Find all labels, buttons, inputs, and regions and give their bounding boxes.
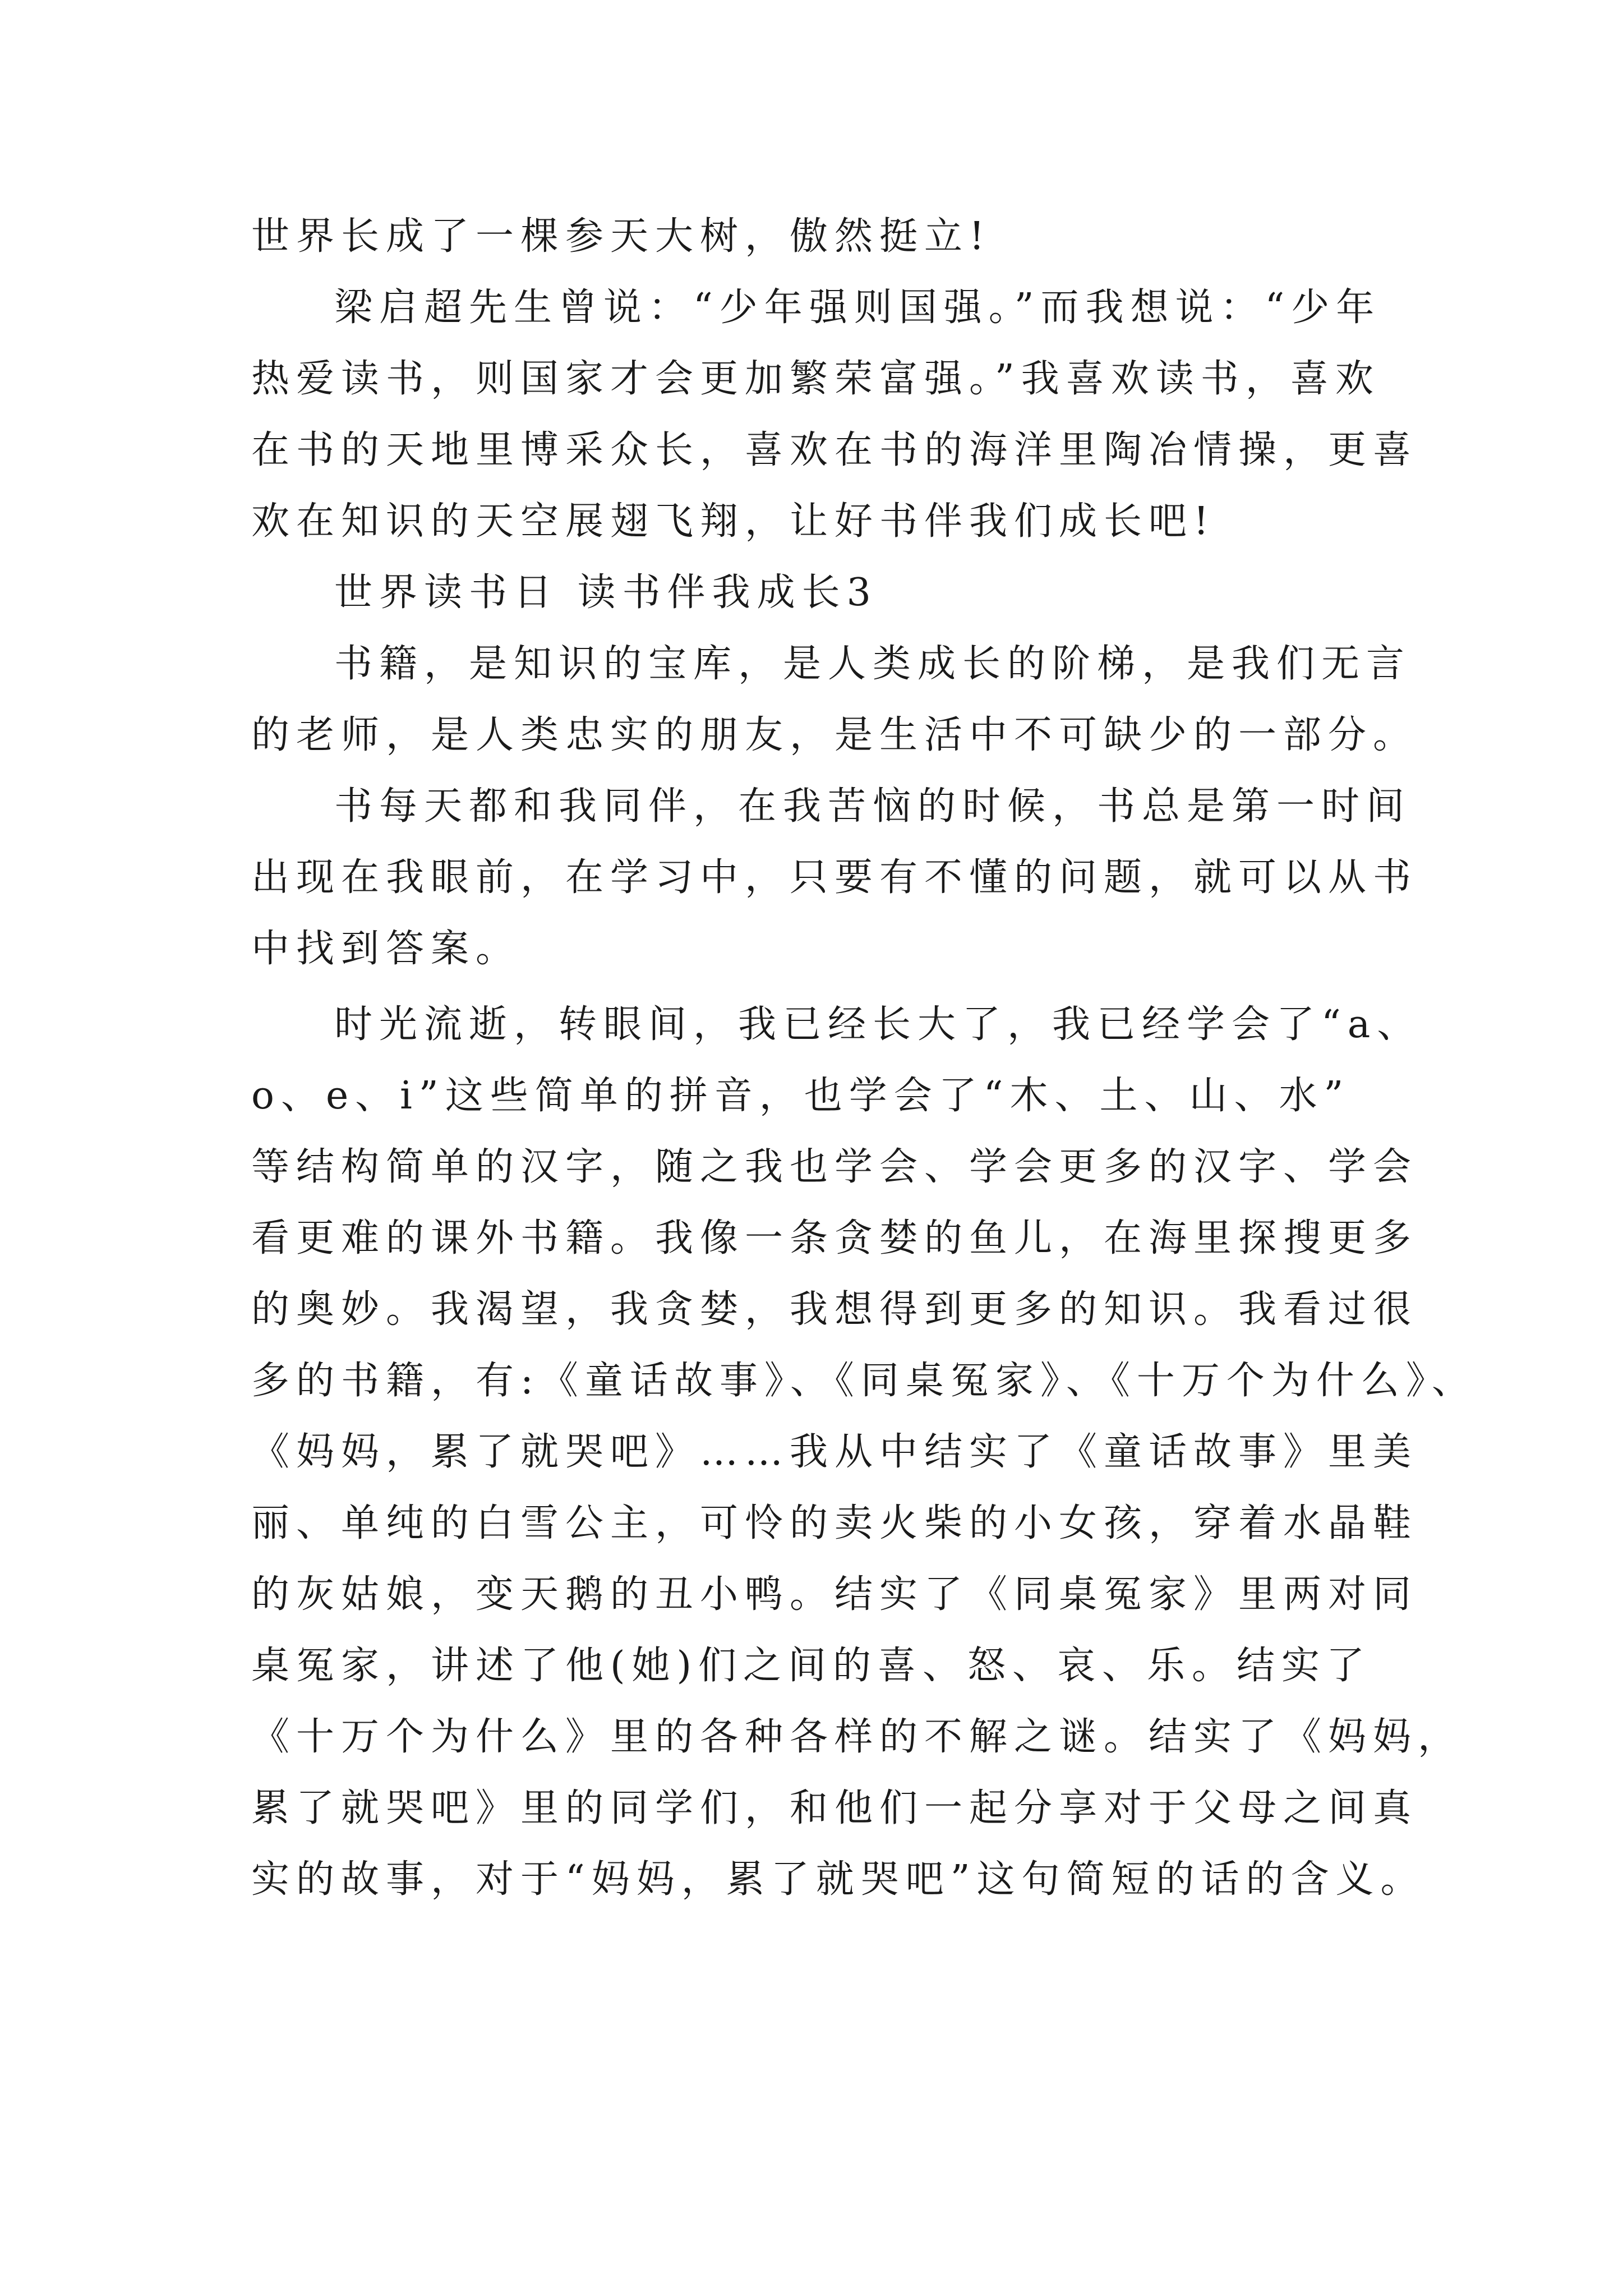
- text-line: 中找到答案。: [251, 927, 521, 971]
- text-line: 的老师，是人类忠实的朋友，是生活中不可缺少的一部分。: [251, 713, 1418, 757]
- text-line: 等结构简单的汉字，随之我也学会、学会更多的汉字、学会: [251, 1145, 1418, 1189]
- text-line: o、e、i”这些简单的拼音，也学会了“木、土、山、水”: [251, 1074, 1350, 1118]
- text-line: 欢在知识的天空展翅飞翔，让好书伴我们成长吧!: [251, 499, 1216, 544]
- text-line: 的灰姑娘，变天鹅的丑小鸭。结实了《同桌冤家》里两对同: [251, 1572, 1418, 1617]
- text-line: 《妈妈，累了就哭吧》……我从中结实了《童话故事》里美: [251, 1430, 1418, 1474]
- text-line: 的奥妙。我渴望，我贪婪，我想得到更多的知识。我看过很: [251, 1287, 1418, 1332]
- text-line: 实的故事，对于“妈妈，累了就哭吧”这句简短的话的含义。: [251, 1857, 1426, 1902]
- text-line: 书每天都和我同伴，在我苦恼的时候，书总是第一时间: [334, 784, 1412, 829]
- text-line: 世界长成了一棵参天大树，傲然挺立!: [251, 214, 992, 259]
- text-line: 丽、单纯的白雪公主，可怜的卖火柴的小女孩，穿着水晶鞋: [251, 1501, 1418, 1545]
- text-line: 时光流逝，转眼间，我已经长大了，我已经学会了“a、: [334, 1002, 1422, 1047]
- text-line: 在书的天地里博采众长，喜欢在书的海洋里陶冶情操，更喜: [251, 428, 1418, 472]
- text-line: 多的书籍，有:《童话故事》、《同桌冤家》、《十万个为什么》、: [251, 1359, 1477, 1403]
- text-line: 桌冤家，讲述了他(她)们之间的喜、怒、哀、乐。结实了: [251, 1644, 1372, 1688]
- text-line: 《十万个为什么》里的各种各样的不解之谜。结实了《妈妈，: [251, 1715, 1463, 1759]
- text-line: 看更难的课外书籍。我像一条贪婪的鱼儿，在海里探搜更多: [251, 1216, 1418, 1260]
- section-heading: 世界读书日 读书伴我成长3: [334, 570, 878, 615]
- text-line: 热爱读书，则国家才会更加繁荣富强。”我喜欢读书，喜欢: [251, 357, 1380, 401]
- text-line: 书籍，是知识的宝库，是人类成长的阶梯，是我们无言: [334, 642, 1412, 686]
- text-line: 梁启超先生曾说：“少年强则国强。”而我想说：“少年: [334, 286, 1381, 330]
- text-line: 出现在我眼前，在学习中，只要有不懂的问题，就可以从书: [251, 855, 1418, 900]
- document-body: [251, 201, 1477, 1915]
- text-line: 累了就哭吧》里的同学们，和他们一起分享对于父母之间真: [251, 1786, 1418, 1830]
